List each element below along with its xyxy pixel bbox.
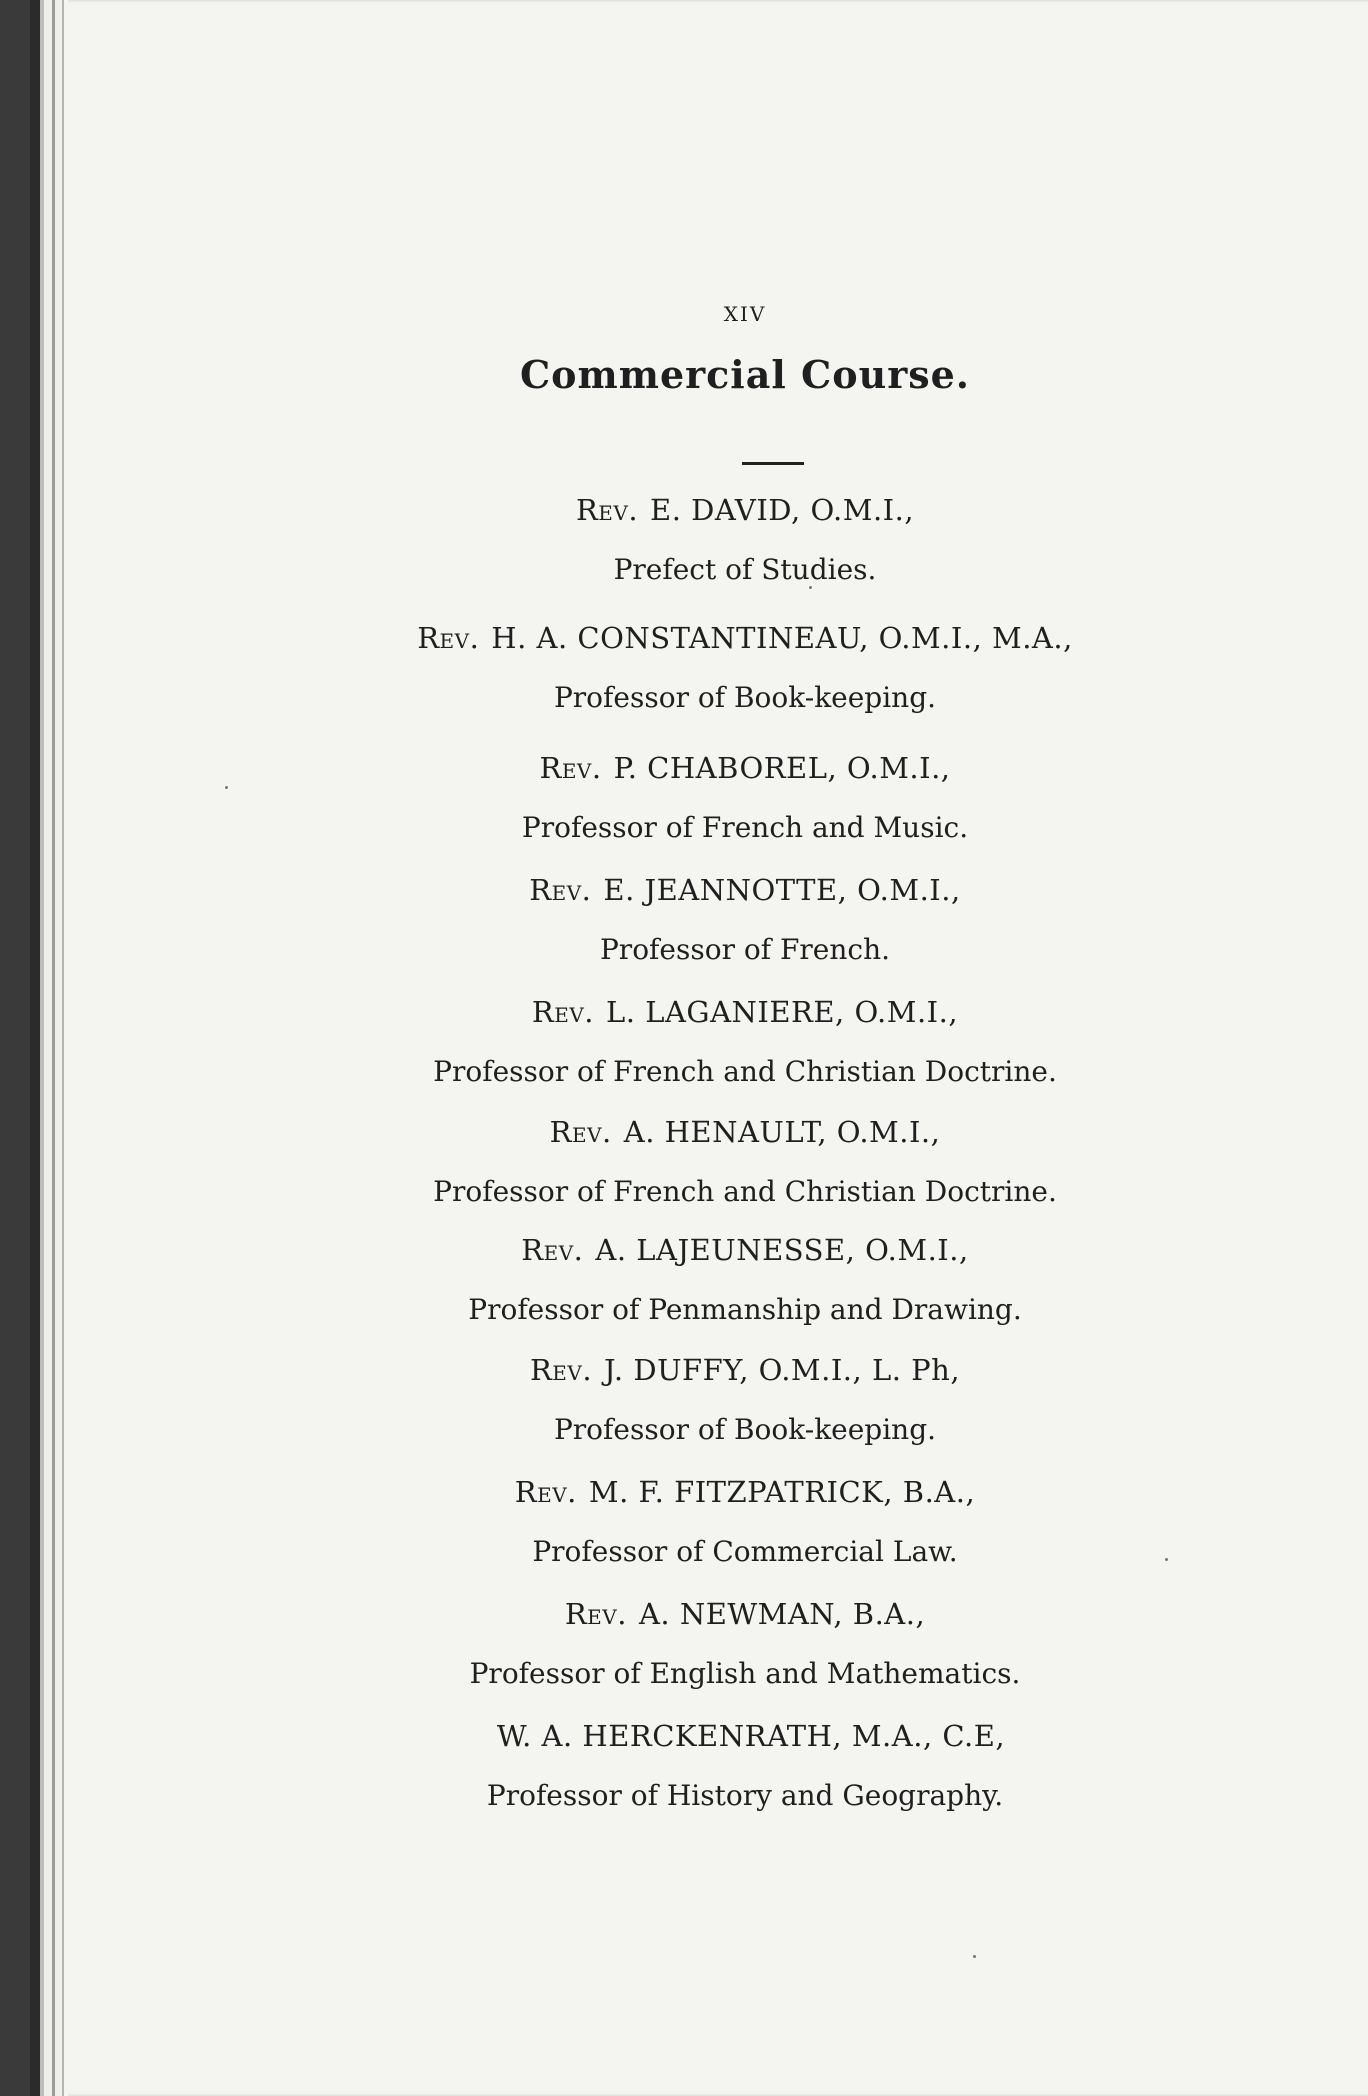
faculty-title: Rev. <box>564 1597 627 1631</box>
page-content <box>30 0 1368 2096</box>
faculty-title: Rev. <box>531 995 595 1029</box>
faculty-name-line <box>30 992 1368 1032</box>
ink-speck <box>225 786 228 789</box>
faculty-name: L. LAGANIERE, O.M.I., <box>606 995 959 1029</box>
book-page <box>30 0 1368 2096</box>
faculty-role: Professor of Book-keeping. <box>553 681 937 714</box>
faculty-entry <box>30 1716 1368 1816</box>
faculty-role: Professor of French and Christian Doctrine. <box>433 1175 1057 1208</box>
faculty-name: A. HENAULT, O.M.I., <box>623 1115 941 1149</box>
faculty-name: W. A. HERCKENRATH, M.A., C.E, <box>496 1719 1006 1753</box>
faculty-entry <box>30 870 1368 970</box>
faculty-role: Professor of French. <box>599 933 891 966</box>
faculty-name: E. DAVID, O.M.I., <box>650 493 915 527</box>
faculty-entry <box>30 1594 1368 1694</box>
faculty-role: Professor of History and Geography. <box>486 1779 1004 1812</box>
faculty-title: Rev. <box>575 493 639 527</box>
faculty-name-line <box>30 618 1368 658</box>
ink-speck <box>809 586 812 589</box>
faculty-entry <box>30 618 1368 718</box>
faculty-name-line <box>30 490 1368 530</box>
section-heading: Commercial Course. <box>519 352 971 397</box>
faculty-title: Rev. <box>549 1115 612 1149</box>
faculty-name-line <box>30 1594 1368 1634</box>
page-number: XIV <box>723 302 767 326</box>
heading-rule <box>742 462 804 465</box>
faculty-role: Professor of English and Mathematics. <box>469 1657 1021 1690</box>
faculty-name-line <box>30 748 1368 788</box>
ink-speck <box>1165 1558 1168 1561</box>
faculty-name-line <box>30 1350 1368 1390</box>
faculty-role: Professor of French and Christian Doctrine. <box>433 1055 1057 1088</box>
faculty-name-line <box>30 1230 1368 1270</box>
faculty-title: Rev. <box>521 1233 584 1267</box>
faculty-entry <box>30 1472 1368 1572</box>
faculty-role: Professor of French and Music. <box>521 811 969 844</box>
faculty-entry <box>30 1350 1368 1450</box>
faculty-entry <box>30 748 1368 848</box>
faculty-name-line <box>30 1472 1368 1512</box>
faculty-title: Rev. <box>514 1475 577 1509</box>
faculty-entry <box>30 992 1368 1092</box>
faculty-role: Professor of Penmanship and Drawing. <box>468 1293 1022 1326</box>
faculty-entry <box>30 490 1368 590</box>
faculty-name: H. A. CONSTANTINEAU, O.M.I., M.A., <box>491 621 1073 655</box>
faculty-title: Rev. <box>529 873 592 907</box>
faculty-title: Rev. <box>417 621 480 655</box>
faculty-title: Rev. <box>529 1353 593 1387</box>
faculty-name: E. JEANNOTTE, O.M.I., <box>603 873 961 907</box>
faculty-name: J. DUFFY, O.M.I., L. Ph, <box>604 1353 961 1387</box>
faculty-role: Prefect of Studies. <box>613 553 877 586</box>
faculty-name: M. F. FITZPATRICK, B.A., <box>588 1475 976 1509</box>
faculty-title: Rev. <box>539 751 602 785</box>
faculty-name-line <box>30 1716 1368 1756</box>
faculty-entry <box>30 1230 1368 1330</box>
faculty-name-line <box>30 1112 1368 1152</box>
faculty-name: P. CHABOREL, O.M.I., <box>613 751 951 785</box>
faculty-role: Professor of Commercial Law. <box>532 1535 958 1568</box>
faculty-name: A. LAJEUNESSE, O.M.I., <box>595 1233 969 1267</box>
faculty-name: A. NEWMAN, B.A., <box>638 1597 926 1631</box>
faculty-role: Professor of Book-keeping. <box>553 1413 937 1446</box>
faculty-name-line <box>30 870 1368 910</box>
faculty-entry <box>30 1112 1368 1212</box>
ink-speck <box>973 1955 976 1958</box>
